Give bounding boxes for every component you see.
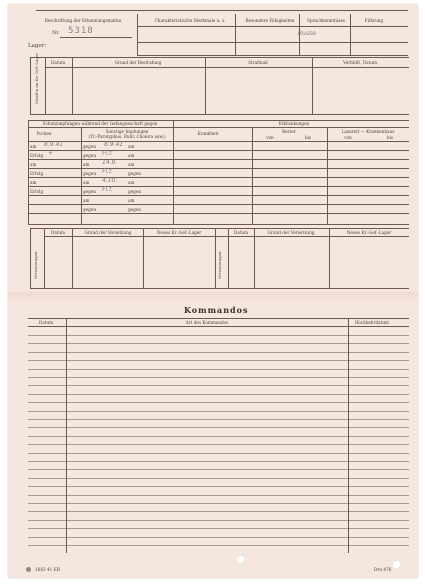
kom-row-rule <box>28 495 409 496</box>
impf-title-rule <box>28 127 409 128</box>
impf-row-rule <box>28 150 409 151</box>
vers-col-grund: Grund der Versetzung <box>84 230 132 235</box>
strafen-bottom-rule <box>30 114 409 115</box>
kom-row-rule <box>28 411 409 412</box>
kom-col-rueckkehr: Rückkehrdatum <box>355 320 389 325</box>
vers-divider <box>215 228 216 288</box>
header-divider <box>350 14 351 56</box>
vers-left-edge <box>30 228 31 288</box>
erkrankungen-title: Erkrankungen <box>278 121 310 126</box>
impf-header-rule <box>28 141 409 142</box>
kom-row-rule <box>28 528 409 529</box>
vers-divider <box>329 228 330 288</box>
impf-row-label: am <box>30 144 37 149</box>
kom-row-rule <box>28 352 409 353</box>
lager-label: Lager: <box>28 43 47 49</box>
erk-lazarett-label: Lazarett — Krankenhaus <box>341 129 395 134</box>
header-mid-rule <box>138 42 408 43</box>
kom-row-rule <box>28 369 409 370</box>
vers-divider <box>254 228 255 288</box>
impf-row-handwriting: + <box>48 150 54 157</box>
header-col4-label: Sprachkenntnisse <box>307 18 345 23</box>
nr-value: 5318 <box>68 26 94 36</box>
registration-card <box>8 4 418 578</box>
kom-row-rule <box>28 436 409 437</box>
kom-row-rule <box>28 402 409 403</box>
strafen-divider <box>205 57 206 114</box>
impf-row-label: am <box>30 162 37 167</box>
vers-col-datum-2: Datum <box>233 230 249 235</box>
impf-row-rule <box>28 159 409 160</box>
kom-row-rule <box>28 419 409 420</box>
vers-divider <box>143 228 144 288</box>
kom-row-rule <box>28 385 409 386</box>
header-divider <box>137 14 138 56</box>
kom-row-rule <box>28 427 409 428</box>
impf-row-gegen-hw: Fl.f. <box>102 186 113 193</box>
impf-row-rule <box>28 195 409 196</box>
impf-sonstige-label: Sonstige Impfungen <box>105 129 149 134</box>
erk-krankheit-label: Krankheit <box>197 131 219 136</box>
strafen-header-rule <box>45 67 409 68</box>
printer-mark <box>26 567 31 572</box>
kom-col-art: Art des Kommandos <box>185 320 229 325</box>
kom-row-rule <box>28 444 409 445</box>
erk-divider <box>327 127 328 224</box>
impf-row-gegen-hw: Fl.f. <box>102 168 113 175</box>
impf-row-gegen-hw: Fl.f. <box>102 150 113 157</box>
nr-label: Nr. <box>52 30 60 36</box>
impf-row-rule <box>28 168 409 169</box>
kom-row-rule <box>28 511 409 512</box>
impf-row-am2: am <box>128 144 135 149</box>
impf-row-label: am <box>30 180 37 185</box>
impf-row-gegen: am <box>83 180 90 185</box>
erk-lazarett-von: von <box>344 135 352 140</box>
vers-divider <box>72 228 73 288</box>
strafen-col-grund: Grund der Bestrafung <box>114 60 162 65</box>
kommandos-title: Kommandos <box>184 305 249 315</box>
strafen-divider <box>72 57 73 114</box>
impf-title: Schutzimpfungen während der Gefangenschaft gegen <box>42 121 158 126</box>
punch-hole <box>236 555 245 564</box>
kom-row-rule <box>28 461 409 462</box>
impf-row-am2: am <box>128 162 135 167</box>
vers-divider <box>44 228 45 288</box>
kom-row-rule <box>28 335 409 336</box>
impf-row-label: Erfolg <box>30 189 44 194</box>
impf-row-rule <box>28 177 409 178</box>
impf-row-label: Erfolg <box>30 171 44 176</box>
impf-row-rule <box>28 213 409 214</box>
kom-row-rule <box>28 545 409 546</box>
vers-side-label-right: Versetzungen <box>217 251 222 279</box>
erk-divider <box>252 127 253 224</box>
impf-divider <box>81 127 82 224</box>
kom-row-rule <box>28 453 409 454</box>
header-col2-label: Charakteristische Merkmale u. s. <box>154 18 226 23</box>
kom-row-rule <box>28 478 409 479</box>
footer-left-code: 1683 41 EB <box>35 567 60 572</box>
kom-row-rule <box>28 503 409 504</box>
kom-row-rule <box>28 377 409 378</box>
punch-hole <box>392 560 401 569</box>
impf-row-gegen-hw: 4.10. <box>102 177 118 184</box>
vers-header-rule <box>44 236 409 237</box>
vers-col-datum: Datum <box>50 230 66 235</box>
strafen-col-verbuesst: Verbüßt, Datum <box>343 60 377 65</box>
footer-right-code: Dru 476 <box>374 567 392 572</box>
erk-lazarett-bis: bis <box>386 135 394 140</box>
fold-crease <box>8 292 418 302</box>
impf-row-am2: gegen <box>128 171 142 176</box>
impf-row-rule <box>28 186 409 187</box>
kom-row-rule <box>28 394 409 395</box>
impf-row-am2-hw: 8.9.41 <box>104 141 124 148</box>
nr-underline <box>60 37 132 38</box>
vers-divider <box>228 228 229 288</box>
header-col3-label: Besondere Fähigkeiten <box>245 18 295 23</box>
header-divider <box>235 14 236 56</box>
impf-pocken-label: Pocken <box>36 131 52 136</box>
impf-row-rule <box>28 204 409 205</box>
impf-row-gegen-hw: 14.9. <box>102 159 118 166</box>
strafen-col-datum: Datum <box>50 60 66 65</box>
kom-row-rule <box>28 469 409 470</box>
kom-col-datum: Datum <box>38 320 54 325</box>
header-col1-label: Beschriftung der Erkennungsmarke <box>44 18 122 23</box>
strafen-divider <box>45 57 46 114</box>
impf-row-gegen: am <box>83 198 90 203</box>
impf-row-gegen: gegen <box>83 153 97 158</box>
kom-row-rule <box>28 343 409 344</box>
erk-revier-von: von <box>266 135 274 140</box>
impf-row-am2: am <box>128 180 135 185</box>
vers-col-lager-2: Neues Kr.-Gef.-Lager <box>346 230 392 235</box>
impf-bottom-rule <box>28 224 409 225</box>
header-top-rule <box>36 10 408 11</box>
impf-divider <box>173 120 174 224</box>
impf-sonstige-sub: (Tr.-Paratyphus, Ruhr, Cholera usw.) <box>88 134 166 139</box>
kom-row-rule <box>28 520 409 521</box>
header-col5-label: Führung <box>364 18 384 23</box>
vers-col-grund-2: Grund der Versetzung <box>267 230 315 235</box>
impf-row-gegen: gegen <box>83 144 97 149</box>
erk-revier-label: Revier <box>282 129 296 134</box>
kom-row-rule <box>28 360 409 361</box>
vers-col-lager: Neues Kr.-Gef.-Lager <box>156 230 202 235</box>
header-label-rule <box>138 26 408 27</box>
kom-row-rule <box>28 537 409 538</box>
strafen-divider <box>312 57 313 114</box>
vers-bottom-rule <box>30 288 409 289</box>
kom-top-rule <box>28 318 409 319</box>
strafen-left-edge <box>30 57 31 114</box>
impf-row-gegen: gegen <box>83 207 97 212</box>
strafen-col-strafmass: Strafmaß <box>248 60 268 65</box>
kom-header-rule <box>28 326 409 327</box>
strafen-side-label: Strafen im Kr.-Gef.-Lager <box>34 52 39 104</box>
strafen-top-rule <box>30 57 409 58</box>
impf-row-am2: am <box>128 198 135 203</box>
impf-row-label: Erfolg <box>30 153 44 158</box>
erk-revier-bis: bis <box>304 135 312 140</box>
impf-row-gegen: gegen <box>83 171 97 176</box>
header-bottom-rule <box>138 55 408 56</box>
impf-row-am2: gegen <box>128 207 142 212</box>
impf-left-edge <box>28 120 29 224</box>
kom-row-rule <box>28 486 409 487</box>
vers-top-rule <box>30 228 409 229</box>
impf-row-am2: am <box>128 153 135 158</box>
impf-row-am2: gegen <box>128 189 142 194</box>
vers-side-label-left: Versetzungen <box>33 251 38 279</box>
language-handwritten: Russe <box>298 30 316 37</box>
impf-row-handwriting: 8.9.41 <box>44 141 64 148</box>
impf-row-gegen: gegen <box>83 189 97 194</box>
impf-row-gegen: am <box>83 162 90 167</box>
